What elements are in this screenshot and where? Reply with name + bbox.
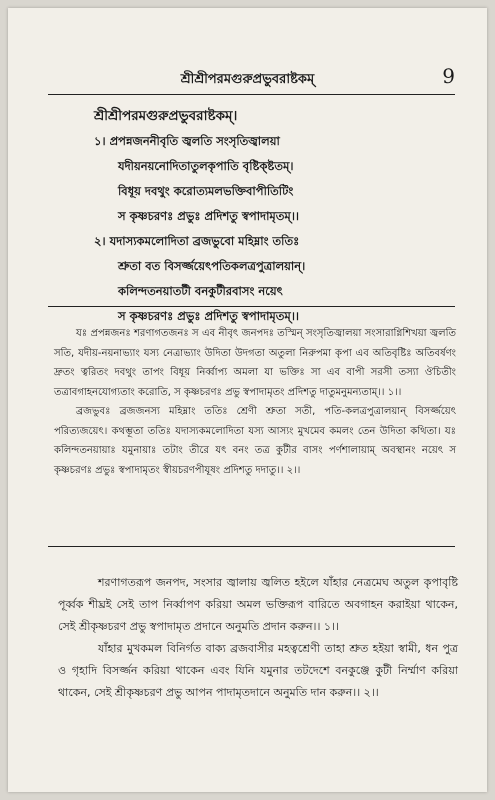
bengali-translation	[58, 572, 458, 704]
verse-line: শ্রুতা বত বিসর্জ্জয়েৎপতিকলত্রপুত্রালয়ান্।	[118, 259, 306, 273]
verse-block	[94, 104, 474, 329]
running-header	[48, 64, 455, 94]
book-page	[8, 8, 487, 792]
verse-line: যদীয়নয়নোদিতাতুলকৃপাতি বৃষ্টিক্ষ্টতম্।	[118, 159, 294, 173]
translation-paragraph: শরণাগতরূপ জনপদ, সংসার জ্বালায় জ্বলিত হইলে যাঁহার নেত্রমেঘ অতুল কৃপাবৃষ্টি পূর্ব্বক শীঘ্রই সেই তাপ নির্ব্বাপণ করিয়া অমল ভক্তিরূপ বারিতে অবগাহন করাইয়া থাকেন, সেই শ্রীকৃষ্ণচরণ প্রভু স্বপাদামৃত প্রদানে অনুমতি প্রদান করুন।। ১।।	[58, 576, 458, 633]
verse-title: শ্রীশ্রীপরমগুরুপ্রভুবরাষ্টকম্।	[94, 108, 238, 124]
section-divider	[48, 546, 455, 547]
verse-line: বিধূয় দবথুং করোত্যমলভক্তিবাপীতিটিং	[118, 184, 294, 198]
verse-line: ২। যদাস্যকমলোদিতা ব্রজভুবো মহিম্নাং ততিঃ	[94, 234, 300, 248]
verse-line: কলিন্দতনয়াতটী বনকুটীরবাসং নয়েৎ	[118, 284, 283, 298]
commentary-paragraph: ব্রজভুবঃ ব্রজজনস্য মহিম্নাং ততিঃ শ্রেণী শ্রুতা সতী, পতি-কলত্রপুত্রালয়ান্ বিসর্জ্জয়েৎ পরিত্যজয়েৎ। কথম্ভূতা ততিঃ যদাস্যকমলোদিতা যস্য আস্যং মুখমেব কমলং তেন উদিতা কথিতা। যঃ কলিন্দতনয়ায়াঃ যমুনায়াঃ তটাং তীরে যৎ বনং তত্র কুটীর বাসং পর্ণশালায়াম্ অবস্থানং নয়েৎ স কৃষ্ণচরণঃ প্রভুঃ স্বপাদামৃতং স্বীয়চরণপীযূষং প্রদিশতু দদাতু।। ২।।	[54, 406, 456, 476]
section-divider	[48, 306, 455, 307]
header-rule	[48, 94, 455, 95]
running-title: শ্রীশ্রীপরমগুরুপ্রভুবরাষ্টকম্	[180, 72, 315, 87]
commentary-paragraph: যঃ প্রপন্নজনঃ শরণাগতজনঃ স এব নীবৃৎ জনপদঃ তস্মিন্ সংসৃতিজ্বালয়া সংসারাগ্নিশিখয়া জ্বলতি সতি, যদীয়-নয়নাভ্যাং যস্য নেত্রাভ্যাং উদিতা উদগতা অতুলা নিরুপমা কৃপা এব অতিবৃষ্টিঃ অতিবর্ষণং দ্রুতং ত্বরিতং দবথুং তাপং বিধূয় নির্ব্বাপ্য অমলা যা ভক্তিঃ সা এব বাপী সরসী তস্যা ঔচিতীং তত্রাবগাহনযোগ্যতাং করোতি, স কৃষ্ণচরণঃ প্রভু স্বপাদামৃতং প্রদিশতু দাতুমনুমন্যতাম্।। ১।।	[54, 328, 456, 398]
translation-paragraph: যাঁহার মুখকমল বিনির্গত বাক্য ব্রজবাসীর মহত্বশ্রেণী তাহা শ্রুত হইয়া স্বামী, ধন পুত্র ও গৃহাদি বিসর্জ্জন করিয়া থাকেন এবং যিনি যমুনার তটদেশে বনকুঞ্জে কুটী নির্ম্মাণ করিয়া থাকেন, সেই শ্রীকৃষ্ণচরণ প্রভু আপন পাদামৃতদানে অনুমতি দান করুন।। ২।।	[58, 642, 458, 699]
verse-line: ১। প্রপন্নজননীবৃতি জ্বলতি সংসৃতিজ্বালয়া	[94, 134, 280, 148]
page-number: 9	[442, 64, 455, 88]
sanskrit-commentary	[54, 324, 456, 480]
verse-line: স কৃষ্ণচরণঃ প্রভুঃ প্রদিশতু স্বপাদামৃতম্।।	[118, 309, 300, 323]
verse-line: স কৃষ্ণচরণঃ প্রভুঃ প্রদিশতু স্বপাদামৃতম্।।	[118, 209, 300, 223]
